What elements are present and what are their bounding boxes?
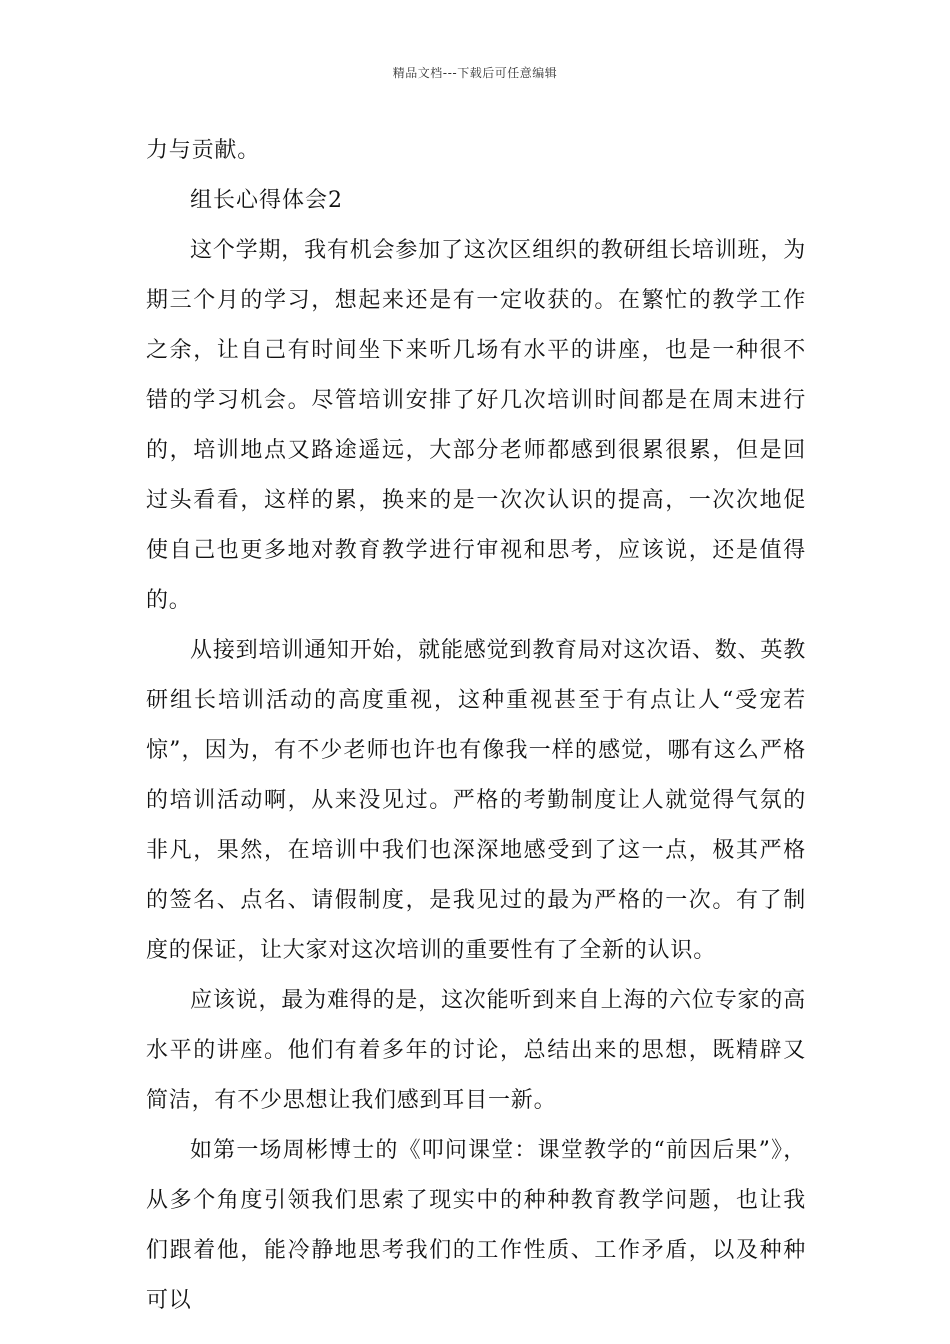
paragraph-continuation: 力与贡献。 (146, 138, 261, 163)
paragraph: 如第一场周彬博士的《叩问课堂：课堂教学的“前因后果”》，从多个角度引领我们思索了现实中的种种教育教学问题，也让我们跟着他，能冷静地思考我们的工作性质、工作矛盾，以及种种可以 (146, 1138, 806, 1313)
document-body (146, 126, 806, 1326)
paragraph: 这个学期，我有机会参加了这次区组织的教研组长培训班，为期三个月的学习，想起来还是有一定收获的。在繁忙的教学工作之余，让自己有时间坐下来听几场有水平的讲座，也是一种很不错的学习机会。尽管培训安排了好几次培训时间都是在周末进行的，培训地点又路途遥远，大部分老师都感到很累很累，但是回过头看看，这样的累，换来的是一次次认识的提高，一次次地促使自己也更多地对教育教学进行审视和思考，应该说，还是值得的。 (146, 238, 806, 613)
paragraph: 应该说，最为难得的是，这次能听到来自上海的六位专家的高水平的讲座。他们有着多年的讨论，总结出来的思想，既精辟又简洁，有不少思想让我们感到耳目一新。 (146, 988, 806, 1113)
page-header: 精品文档---下载后可任意编辑 (392, 66, 558, 80)
section-heading: 组长心得体会2 (190, 188, 343, 213)
paragraph: 从接到培训通知开始，就能感觉到教育局对这次语、数、英教研组长培训活动的高度重视，这种重视甚至于有点让人“受宠若惊”，因为，有不少老师也许也有像我一样的感觉，哪有这么严格的培训活动啊，从来没见过。严格的考勤制度让人就觉得气氛的非凡，果然，在培训中我们也深深地感受到了这一点，极其严格的签名、点名、请假制度，是我见过的最为严格的一次。有了制度的保证，让大家对这次培训的重要性有了全新的认识。 (146, 638, 806, 963)
